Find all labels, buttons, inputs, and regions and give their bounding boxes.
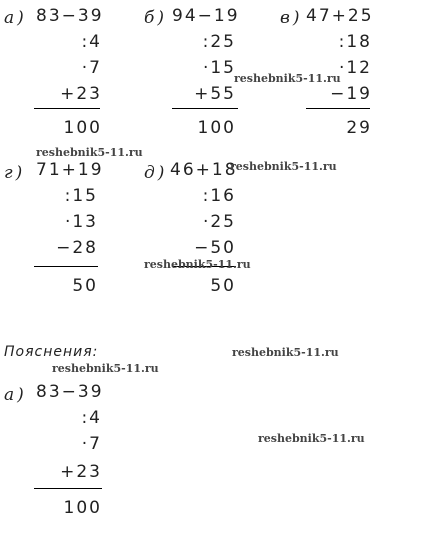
result: 50 bbox=[210, 276, 236, 296]
problem-expression: 46+18 bbox=[170, 160, 238, 180]
operation: ·7 bbox=[81, 434, 102, 454]
operation: +23 bbox=[60, 84, 102, 104]
watermark: reshebnik5-11.ru bbox=[258, 432, 365, 445]
operation: ·13 bbox=[64, 212, 98, 232]
watermark: reshebnik5-11.ru bbox=[232, 346, 339, 359]
result: 100 bbox=[63, 118, 102, 138]
operation: :16 bbox=[202, 186, 236, 206]
watermark: reshebnik5-11.ru bbox=[230, 160, 337, 173]
result: 100 bbox=[63, 498, 102, 518]
result-line bbox=[34, 108, 100, 109]
problem-label: д) bbox=[144, 163, 168, 183]
problem-expression: 71+19 bbox=[36, 160, 104, 180]
problem-expression: 94−19 bbox=[172, 6, 240, 26]
operation: :4 bbox=[81, 408, 102, 428]
operation: +23 bbox=[60, 462, 102, 482]
operation: ·12 bbox=[338, 58, 372, 78]
operation: ·25 bbox=[202, 212, 236, 232]
problem-label: в) bbox=[280, 8, 303, 28]
watermark: reshebnik5-11.ru bbox=[144, 258, 251, 271]
problem-expression: 83−39 bbox=[36, 382, 104, 402]
watermark: reshebnik5-11.ru bbox=[234, 72, 341, 85]
result-line bbox=[306, 108, 370, 109]
operation: ·7 bbox=[81, 58, 102, 78]
operation: :25 bbox=[202, 32, 236, 52]
result-line bbox=[34, 488, 102, 489]
watermark: reshebnik5-11.ru bbox=[52, 362, 159, 375]
operation: −19 bbox=[330, 84, 372, 104]
result: 50 bbox=[72, 276, 98, 296]
result: 29 bbox=[346, 118, 372, 138]
operation: −50 bbox=[194, 238, 236, 258]
operation: :4 bbox=[81, 32, 102, 52]
operation: :18 bbox=[338, 32, 372, 52]
problem-expression: 83−39 bbox=[36, 6, 104, 26]
problem-label: б) bbox=[144, 8, 168, 28]
operation: +55 bbox=[194, 84, 236, 104]
operation: ·15 bbox=[202, 58, 236, 78]
operation: :15 bbox=[64, 186, 98, 206]
result-line bbox=[34, 266, 98, 267]
result: 100 bbox=[197, 118, 236, 138]
result-line bbox=[172, 108, 238, 109]
problem-label: а) bbox=[4, 385, 27, 405]
problem-expression: 47+25 bbox=[306, 6, 374, 26]
problem-label: а) bbox=[4, 8, 27, 28]
operation: −28 bbox=[56, 238, 98, 258]
problem-label: г) bbox=[4, 163, 26, 183]
watermark: reshebnik5-11.ru bbox=[36, 146, 143, 159]
explanation-heading: Пояснения: bbox=[4, 344, 99, 360]
